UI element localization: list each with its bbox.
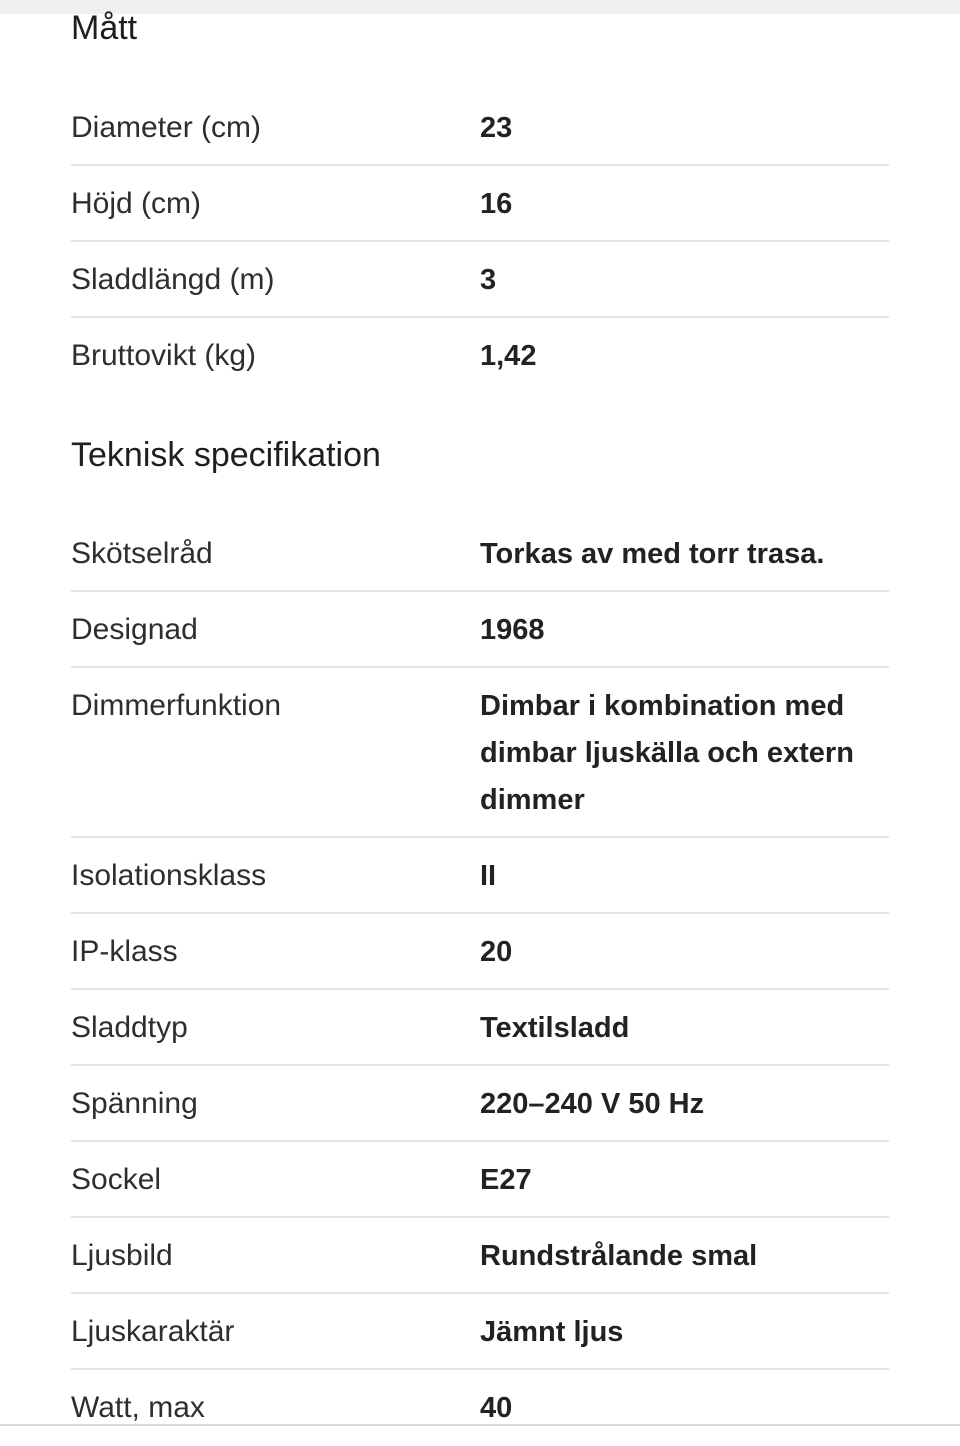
spec-label: Ljuskaraktär <box>71 1315 235 1348</box>
spec-value: Torkas av med torr trasa. <box>480 538 825 570</box>
spec-value: 23 <box>480 112 513 144</box>
spec-value: 3 <box>480 264 497 296</box>
spec-value: II <box>480 860 497 892</box>
spec-row-spanning <box>71 1066 889 1142</box>
spec-value: 1968 <box>480 614 545 646</box>
spec-list-matt <box>71 90 889 394</box>
spec-row-isolationsklass <box>71 838 889 914</box>
spec-value: E27 <box>480 1164 532 1196</box>
spec-row-designad <box>71 592 889 668</box>
section-title-matt: Mått <box>71 9 138 47</box>
spec-row-dimmerfunktion <box>71 668 889 838</box>
bottom-scroll-edge <box>0 1424 960 1426</box>
spec-value: Rundstrålande smal <box>480 1240 758 1272</box>
spec-row-ljusbild <box>71 1218 889 1294</box>
spec-value: Dimbar i kombination med dimbar ljuskälla och extern dimmer <box>480 690 854 816</box>
spec-row-diameter <box>71 90 889 166</box>
spec-value: 16 <box>480 188 513 220</box>
spec-row-sladdlangd <box>71 242 889 318</box>
spec-label: Höjd (cm) <box>71 187 202 220</box>
spec-value: 220–240 V 50 Hz <box>480 1088 705 1120</box>
spec-label: IP-klass <box>71 935 178 968</box>
spec-value: 1,42 <box>480 340 537 372</box>
spec-label: Watt, max <box>71 1391 205 1424</box>
spec-label: Sladdlängd (m) <box>71 263 275 296</box>
spec-value: 40 <box>480 1392 513 1424</box>
section-title-teknisk: Teknisk specifikation <box>71 436 381 474</box>
spec-row-sladdtyp <box>71 990 889 1066</box>
top-scroll-edge <box>0 0 960 14</box>
spec-value: Jämnt ljus <box>480 1316 624 1348</box>
spec-label: Skötselråd <box>71 537 213 570</box>
spec-row-sockel <box>71 1142 889 1218</box>
spec-label: Spänning <box>71 1087 198 1120</box>
spec-row-ip-klass <box>71 914 889 990</box>
spec-label: Dimmerfunktion <box>71 689 282 722</box>
spec-label: Designad <box>71 613 198 646</box>
spec-label: Diameter (cm) <box>71 111 262 144</box>
spec-list-teknisk <box>71 516 889 1446</box>
spec-label: Ljusbild <box>71 1239 173 1272</box>
spec-row-ljuskaraktar <box>71 1294 889 1370</box>
spec-label: Isolationsklass <box>71 859 267 892</box>
spec-row-skotselrad <box>71 516 889 592</box>
spec-label: Sockel <box>71 1163 162 1196</box>
spec-value: 20 <box>480 936 513 968</box>
spec-label: Sladdtyp <box>71 1011 188 1044</box>
spec-value: Textilsladd <box>480 1012 630 1044</box>
spec-row-hojd <box>71 166 889 242</box>
spec-label: Bruttovikt (kg) <box>71 339 257 372</box>
spec-row-watt-max <box>71 1370 889 1446</box>
spec-row-bruttovikt <box>71 318 889 394</box>
